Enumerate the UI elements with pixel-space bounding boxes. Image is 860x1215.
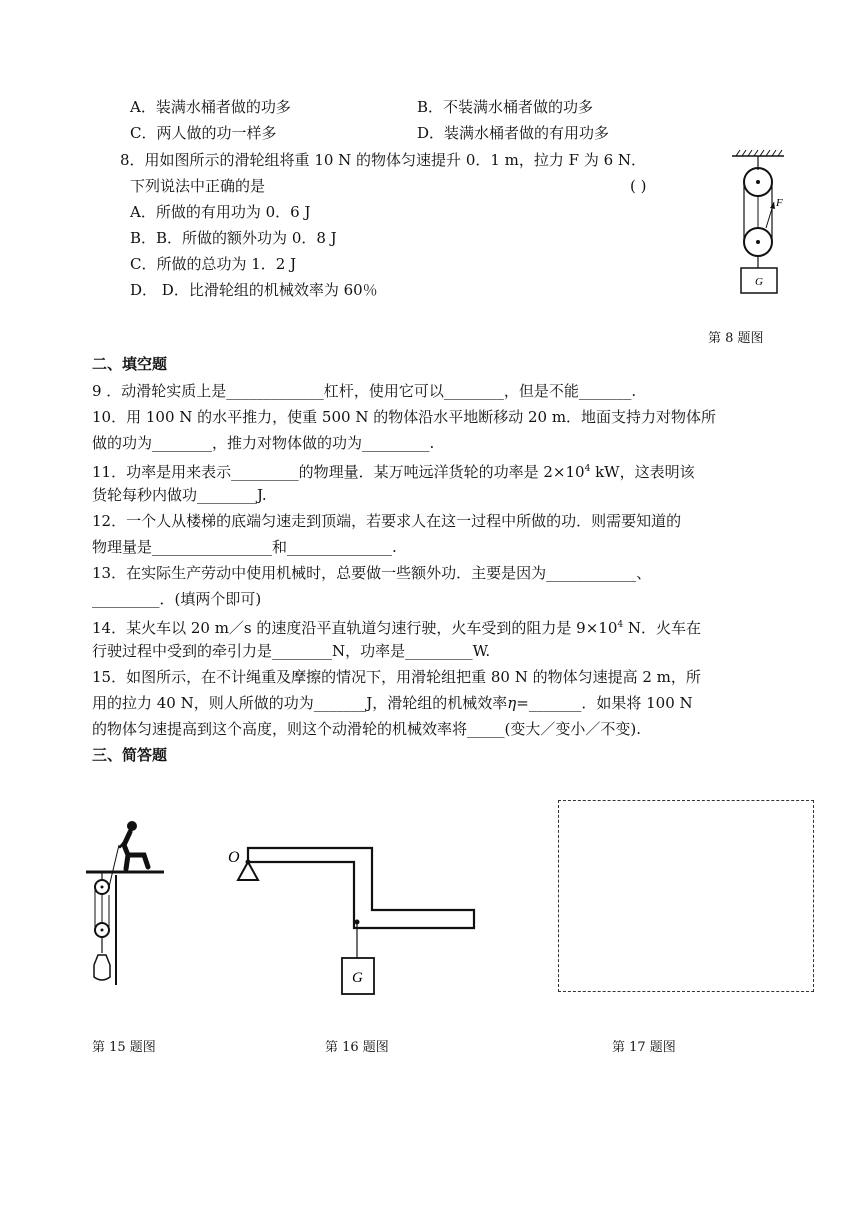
q8-option-a: A．所做的有用功为 0．6 J xyxy=(130,203,311,221)
fig17-caption: 第 17 题图 xyxy=(612,1040,676,1055)
q13-line-2: _________．(填两个即可) xyxy=(92,590,262,608)
q15-line-1: 15．如图所示，在不计绳重及摩擦的情况下，用滑轮组把重 80 N 的物体匀速提高 2 m，所 xyxy=(92,668,701,686)
q11-line-1 xyxy=(92,456,695,485)
q15-text-a: 用的拉力 40 N，则人所做的功为_______J，滑轮组的机械效率 xyxy=(92,694,508,712)
q15-text-b: =_______．如果将 100 N xyxy=(516,694,693,712)
q15-line-3: 的物体匀速提高到这个高度，则这个动滑轮的机械效率将_____(变大／变小／不变). xyxy=(92,720,641,738)
q17-answer-box xyxy=(558,800,814,992)
q14-line-2: 行驶过程中受到的牵引力是________N，功率是_________W. xyxy=(92,642,491,660)
q8-figure-caption: 第 8 题图 xyxy=(708,331,764,346)
q7-option-a: A．装满水桶者做的功多 xyxy=(130,98,291,116)
q16-pivot-label: O xyxy=(228,849,240,866)
q14-text-b: N．火车在 xyxy=(623,619,702,637)
q15-line-2 xyxy=(92,690,693,716)
q8-stem-line2: 下列说法中正确的是 xyxy=(130,177,266,195)
q11-exponent: 4 xyxy=(584,464,591,474)
q16-weight-label: G xyxy=(352,970,363,986)
q7-option-b: B．不装满水桶者做的功多 xyxy=(417,98,594,116)
q8-option-d: D． D．比滑轮组的机械效率为 60％ xyxy=(130,281,378,299)
q14-exponent: 4 xyxy=(617,620,624,630)
q11-line-2: 货轮每秒内做功________J. xyxy=(92,486,267,504)
q12-line-1: 12．一个人从楼梯的底端匀速走到顶端，若要求人在这一过程中所做的功．则需要知道的 xyxy=(92,512,682,530)
q14-line-1 xyxy=(92,612,701,641)
q8-stem-line1: 8．用如图所示的滑轮组将重 10 N 的物体匀速提升 0．1 m，拉力 F 为 6 N． xyxy=(120,151,647,169)
q10-line-1: 10．用 100 N 的水平推力，使重 500 N 的物体沿水平地断移动 20 m．地面支持力对物体所 xyxy=(92,408,717,426)
q8-option-b: B．B．所做的额外功为 0．8 J xyxy=(130,229,337,247)
section-3-title: 三、简答题 xyxy=(92,746,168,764)
q8-pulley-figure xyxy=(728,148,788,296)
q8-weight-label: G xyxy=(755,276,763,288)
q11-text-b: kW，这表明该 xyxy=(590,463,695,481)
q13-line-1: 13．在实际生产劳动中使用机械时，总要做一些额外功．主要是因为____________、 xyxy=(92,564,652,582)
q11-text-a: 11．功率是用来表示_________的物理量．某万吨远洋货轮的功率是 2×10 xyxy=(92,463,585,481)
q8-force-label: F xyxy=(776,197,783,209)
q10-line-2: 做的功为________，推力对物体做的功为_________. xyxy=(92,434,435,452)
fig15-caption: 第 15 题图 xyxy=(92,1040,156,1055)
q16-lever-figure xyxy=(226,838,476,1000)
q15-person-pulley-figure xyxy=(86,815,166,995)
q9-line: 9 ．动滑轮实质上是_____________杠杆，使用它可以________，但是不能_______. xyxy=(92,382,637,400)
q8-answer-paren: ( ) xyxy=(630,177,647,195)
q14-text-a: 14．某火车以 20 m／s 的速度沿平直轨道匀速行驶，火车受到的阻力是 9×10 xyxy=(92,619,618,637)
q12-line-2: 物理量是________________和______________. xyxy=(92,538,397,556)
q7-option-d: D．装满水桶者做的有用功多 xyxy=(417,124,610,142)
q8-option-c: C．所做的总功为 1．2 J xyxy=(130,255,297,273)
q7-option-c: C．两人做的功一样多 xyxy=(130,124,277,142)
q15-eta-symbol: η xyxy=(507,694,517,712)
fig16-caption: 第 16 题图 xyxy=(325,1040,389,1055)
section-2-title: 二、填空题 xyxy=(92,355,168,373)
